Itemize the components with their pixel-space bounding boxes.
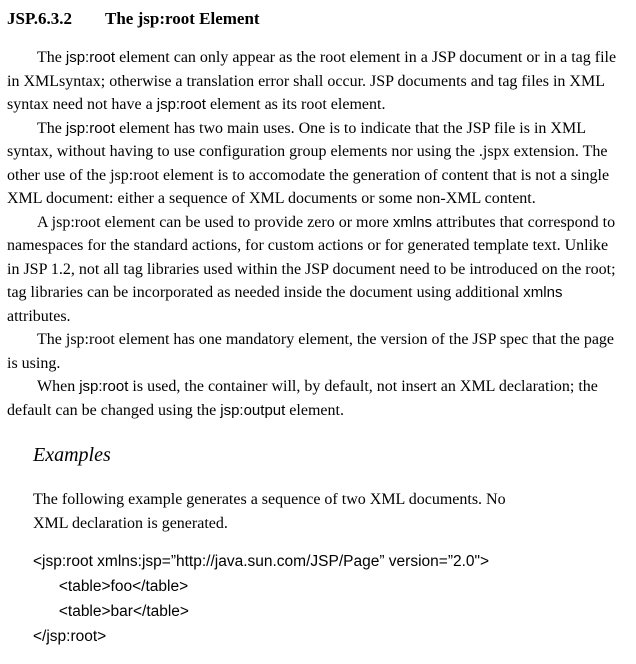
code-term: jsp:root <box>156 96 206 113</box>
section-heading <box>7 8 620 29</box>
text-segment: The <box>37 49 66 66</box>
paragraph-4 <box>7 328 620 375</box>
examples-heading: Examples <box>33 444 111 466</box>
code-term: xmlns <box>392 213 433 231</box>
code-term: jsp:root <box>65 119 116 137</box>
text-segment: element can only appear as the root element in a JSP document or in a tag file in XMLsyntax; otherwise a translation error shall occur. JSP documents and tag files in XML syntax need not have a <box>7 49 617 113</box>
text-line: </jsp:root> <box>33 628 107 645</box>
paragraph-3 <box>7 211 620 329</box>
code-term: xmlns <box>523 284 563 301</box>
code-term: jsp:root <box>65 49 116 66</box>
text-segment: is used, the container will, by default, not insert an XML declaration; the default can be changed using the <box>7 378 598 419</box>
text-segment: attributes that correspond to namespaces for the standard actions, for custom actions or for generated template text. Unlike in JSP 1.2, not all tag libraries used within the JSP document need to be introduced on the root; tag libraries can be incorporated as needed inside the document using additional <box>7 213 616 301</box>
examples-section <box>33 443 620 649</box>
section-number: JSP.6.3.2 <box>7 9 73 28</box>
text-segment: When <box>37 378 80 395</box>
text-segment: element as its root element. <box>205 96 386 113</box>
code-term: jsp:output <box>220 401 286 419</box>
examples-intro <box>33 488 620 536</box>
text-segment: The <box>37 119 66 137</box>
text-line: <table>foo</table> <box>33 578 189 595</box>
code-term: jsp:root <box>79 378 129 395</box>
text-line: <table>bar</table> <box>33 603 189 620</box>
text-segment: element. <box>285 401 344 419</box>
paragraph-2 <box>7 117 620 211</box>
section-title: The jsp:root Element <box>105 9 260 28</box>
text-segment: The jsp:root element has one mandatory element, the version of the JSP spec that the page is using. <box>7 331 615 372</box>
text-segment: attributes. <box>7 307 71 325</box>
text-line: The following example generates a sequence of two XML documents. No <box>33 491 506 508</box>
text-segment: element has two main uses. One is to indicate that the JSP file is in XML syntax, without having to use configuration group elements nor using the .jspx extension. The other use of the jsp:root element is to accomodate the generation of content that is not a single XML document: either a sequence of XML documents or some non-XML content. <box>7 119 610 207</box>
paragraph-5 <box>7 375 620 422</box>
text-line: <jsp:root xmlns:jsp=”http://java.sun.com/JSP/Page” version=”2.0"> <box>33 553 490 570</box>
code-block <box>33 549 620 649</box>
text-segment: A jsp:root element can be used to provide zero or more <box>37 213 393 231</box>
text-line: XML declaration is generated. <box>33 515 228 532</box>
paragraph-1 <box>7 46 620 117</box>
